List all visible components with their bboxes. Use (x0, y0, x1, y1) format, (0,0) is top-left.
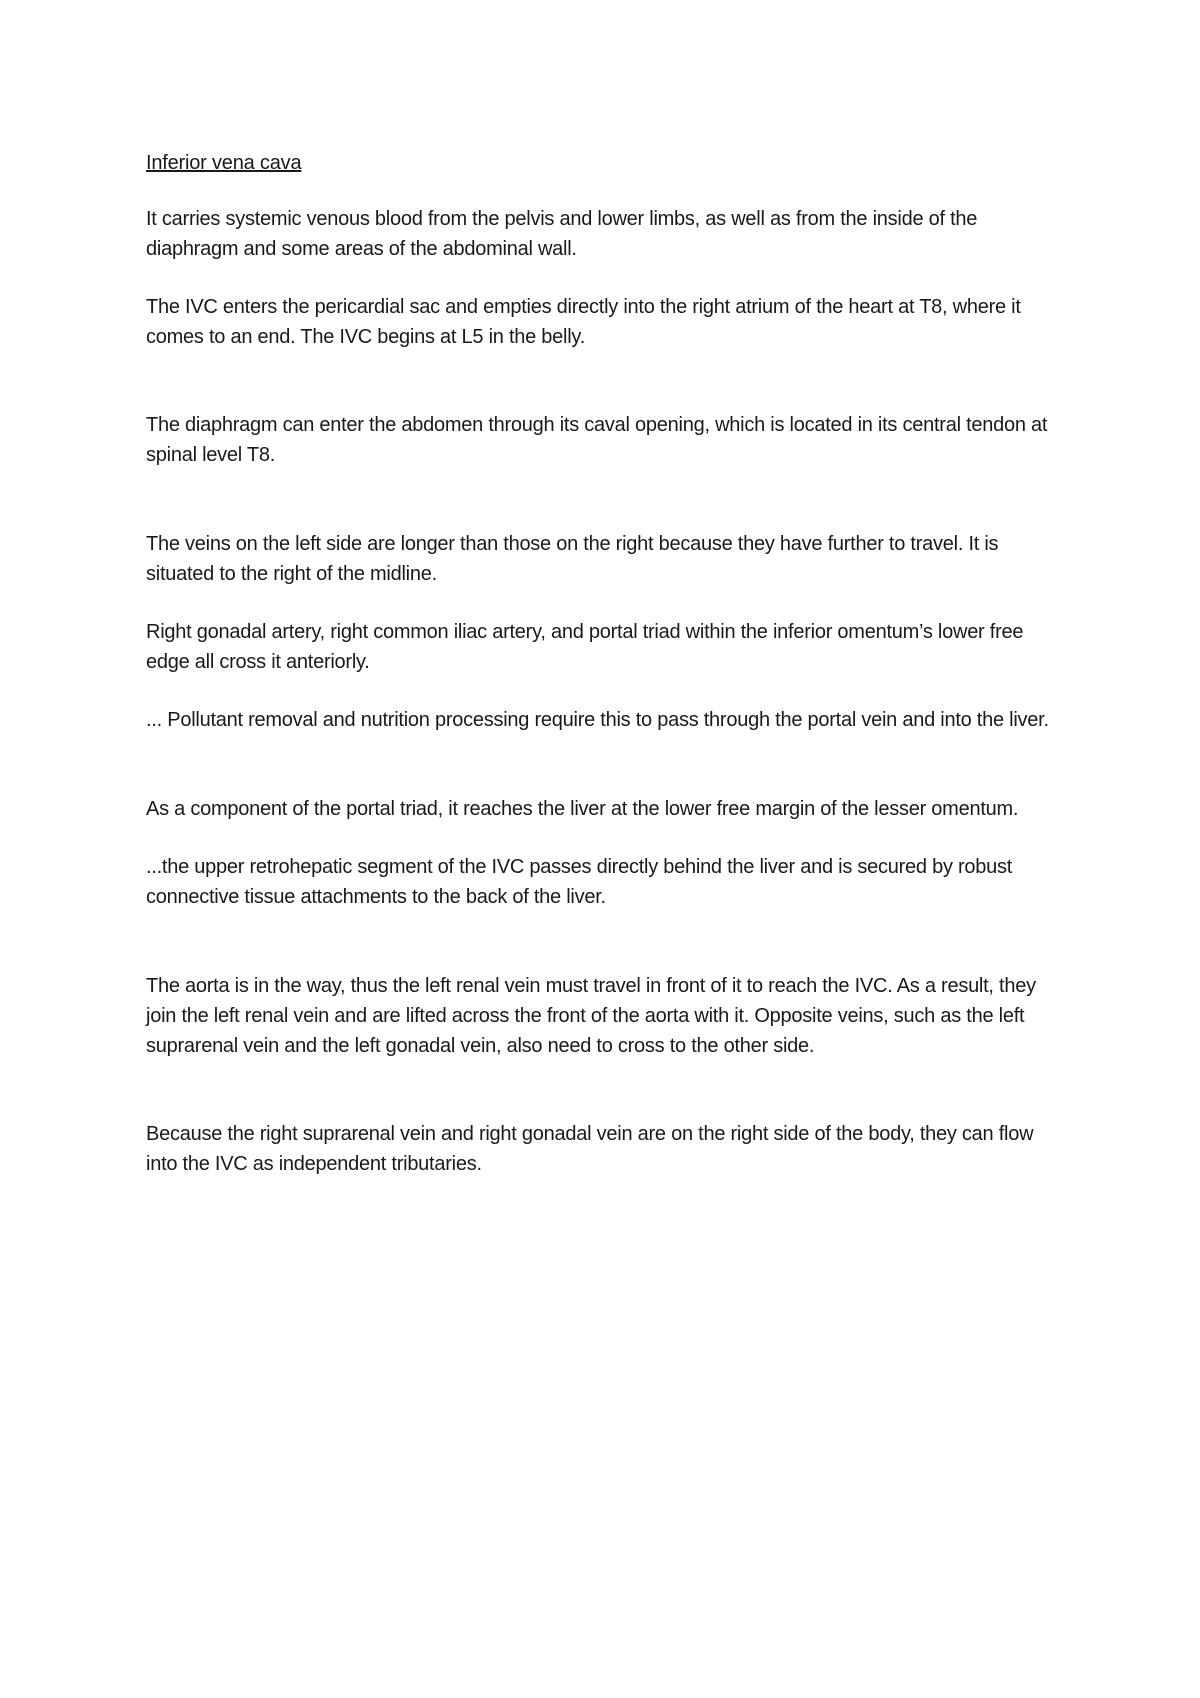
paragraph-portal-vein: ... Pollutant removal and nutrition processing require this to pass through the portal vein and into the liver. (146, 709, 1049, 731)
document-body (146, 148, 1066, 1179)
paragraph-ivc-course: The IVC enters the pericardial sac and empties directly into the right atrium of the heart at T8, where it comes to an end. The IVC begins at L5 in the belly. (146, 296, 1021, 348)
paragraph-retrohepatic-segment: ...the upper retrohepatic segment of the IVC passes directly behind the liver and is secured by robust connective tissue attachments to the back of the liver. (146, 856, 1013, 908)
paragraph-ivc-function: It carries systemic venous blood from the pelvis and lower limbs, as well as from the inside of the diaphragm and some areas of the abdominal wall. (146, 208, 978, 260)
paragraph-caval-opening: The diaphragm can enter the abdomen through its caval opening, which is located in its central tendon at spinal level T8. (146, 414, 1048, 466)
paragraph-portal-triad: As a component of the portal triad, it reaches the liver at the lower free margin of the lesser omentum. (146, 798, 1019, 820)
document-title: Inferior vena cava (146, 152, 302, 174)
paragraph-left-renal-vein: The aorta is in the way, thus the left renal vein must travel in front of it to reach the IVC. As a result, they join the left renal vein and are lifted across the front of the aorta with it. Opposite veins, such as the left suprarenal vein and the left gonadal vein, also need to cross to the other side. (146, 975, 1036, 1057)
paragraph-right-tributaries: Because the right suprarenal vein and right gonadal vein are on the right side of the body, they can flow into the IVC as independent tributaries. (146, 1123, 1034, 1175)
paragraph-anterior-relations: Right gonadal artery, right common iliac artery, and portal triad within the inferior omentum’s lower free edge all cross it anteriorly. (146, 621, 1024, 673)
paragraph-left-veins: The veins on the left side are longer than those on the right because they have further to travel. It is situated to the right of the midline. (146, 533, 999, 585)
